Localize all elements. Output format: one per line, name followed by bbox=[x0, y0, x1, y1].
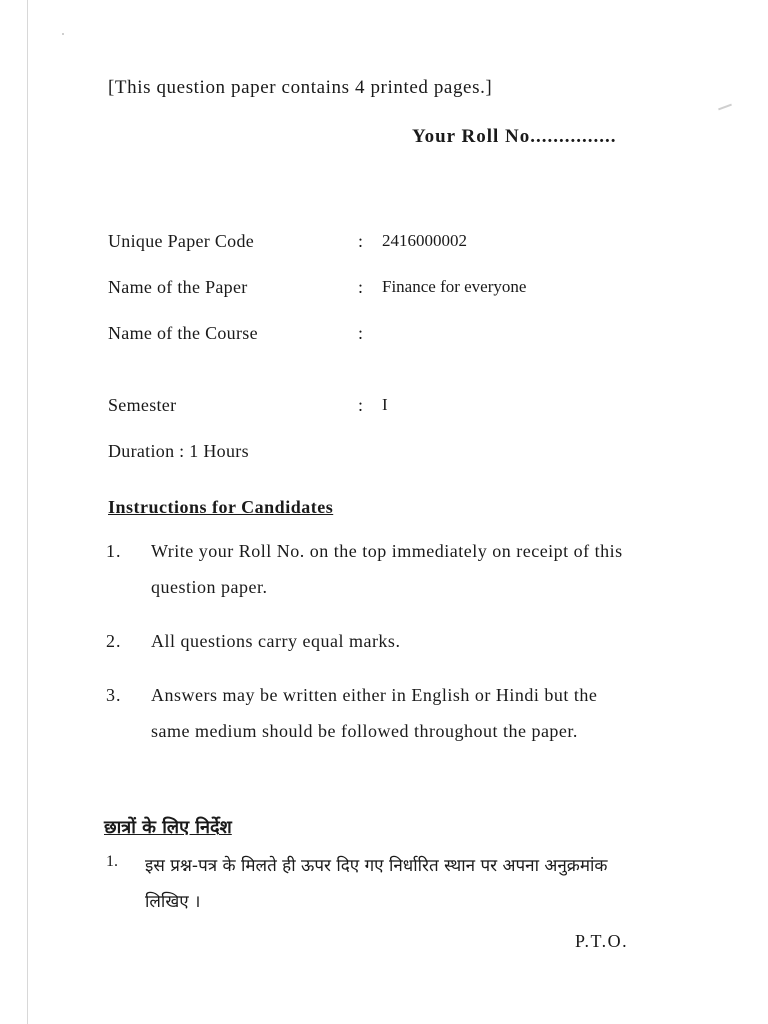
instruction-text: All questions carry equal marks. bbox=[151, 631, 401, 651]
instructions-title: Instructions for Candidates bbox=[108, 497, 334, 517]
course-name-label: Name of the Course bbox=[108, 323, 258, 343]
duration: Duration : 1 Hours bbox=[108, 441, 249, 461]
hindi-instructions-title: छात्रों के लिए निर्देश bbox=[104, 817, 232, 838]
semester-label: Semester bbox=[108, 395, 177, 415]
paper-name-label: Name of the Paper bbox=[108, 277, 248, 297]
paper-name-value: Finance for everyone bbox=[382, 277, 527, 296]
roll-number-field: Your Roll No............... bbox=[412, 126, 617, 147]
hindi-instruction-text: इस प्रश्न-पत्र के मिलते ही ऊपर दिए गए निर्धारित स्थान पर अपना अनुक्रमांक लिखिए । bbox=[145, 856, 608, 912]
colon-separator: : bbox=[358, 277, 364, 297]
scan-edge-line bbox=[27, 0, 28, 1024]
pages-note: [This question paper contains 4 printed pages.] bbox=[108, 77, 493, 98]
instruction-text: Answers may be written either in English or Hindi but the same medium should be followed throughout the paper. bbox=[151, 685, 598, 741]
scan-speck bbox=[62, 33, 64, 35]
colon-separator: : bbox=[358, 231, 364, 251]
unique-paper-code-value: 2416000002 bbox=[382, 231, 467, 250]
scan-mark bbox=[718, 104, 732, 111]
instruction-text: Write your Roll No. on the top immediately on receipt of this question paper. bbox=[151, 541, 623, 597]
unique-paper-code-label: Unique Paper Code bbox=[108, 231, 255, 251]
semester-value: I bbox=[382, 395, 388, 414]
colon-separator: : bbox=[358, 395, 364, 415]
hindi-instruction-number: 1. bbox=[106, 853, 118, 870]
instruction-number: 2. bbox=[106, 631, 122, 651]
please-turn-over: P.T.O. bbox=[575, 931, 629, 951]
instruction-number: 1. bbox=[106, 541, 122, 561]
instruction-number: 3. bbox=[106, 685, 122, 705]
colon-separator: : bbox=[358, 323, 364, 343]
